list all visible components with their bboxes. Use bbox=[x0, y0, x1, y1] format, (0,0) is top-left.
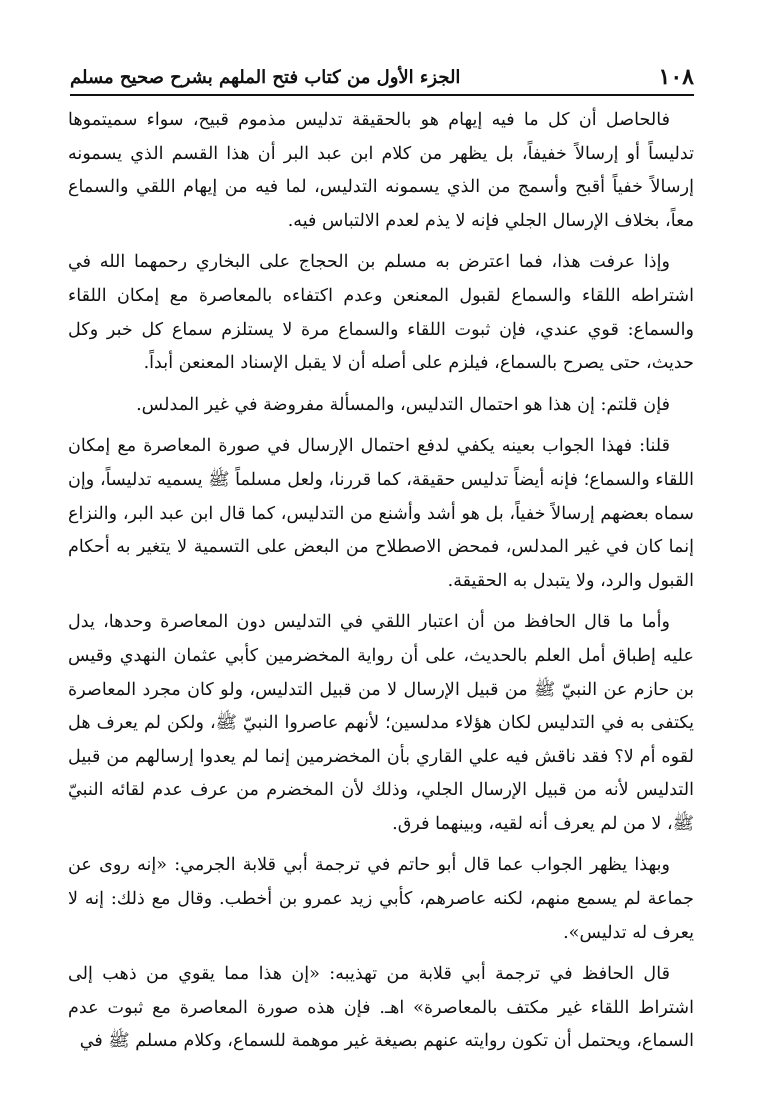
paragraph-6: وبهذا يظهر الجواب عما قال أبو حاتم في ترجمة أبي قلابة الجرمي: «إنه روى عن جماعة لم يسمع منهم، لكنه عاصرهم، كأبي زيد عمرو بن أخطب. وقال مع ذلك: إنه لا يعرف له تدليس». bbox=[68, 855, 694, 943]
paragraph-3: فإن قلتم: إن هذا هو احتمال التدليس، والمسألة مفروضة في غير المدلس. bbox=[136, 394, 670, 415]
paragraph-5: وأما ما قال الحافظ من أن اعتبار اللقي في التدليس دون المعاصرة وحدها، يدل عليه إطباق أمل العلم بالحديث، على أن رواية المخضرمين كأبي عثمان النهدي وقيس بن حازم عن النبيّ ﷺ من قبيل الإرسال لا من قبيل التدليس، ولو كان مجرد المعاصرة يكتفى به في التدليس لكان هؤلاء مدلسين؛ لأنهم عاصروا النبيّ ﷺ، ولكن لم يعرف هل لقوه أم لا؟ فقد ناقش فيه علي القاري بأن المخضرمين إنما لم يعدوا إرسالهم من قبيل التدليس لأنه من قبيل الإرسال الجلي، وذلك لأن المخضرم من عرف عدم لقائه النبيّ ﷺ، لا من لم يعرف أنه لقيه، وبينهما فرق. bbox=[68, 612, 694, 834]
paragraph-1: فالحاصل أن كل ما فيه إيهام هو بالحقيقة تدليس مذموم قبيح، سواء سميتموها تدليساً أو إرسالاً خفيفاً، بل يظهر من كلام ابن عبد البر أن هذا القسم الذي يسمونه إرسالاً خفياً أقبح وأسمج من الذي يسمونه التدليس، لما فيه من إيهام اللقي والسماع معاً، بخلاف الإرسال الجلي فإنه لا يذم لعدم الالتباس فيه. bbox=[68, 110, 694, 231]
running-header bbox=[70, 60, 694, 96]
page-number: ١٠٨ bbox=[658, 64, 694, 90]
paragraph-4: قلنا: فهذا الجواب بعينه يكفي لدفع احتمال الإرسال في صورة المعاصرة مع إمكان اللقاء والسماع؛ فإنه أيضاً تدليس حقيقة، كما قررنا، ولعل مسلماً ﷺ يسميه تدليساً، وإن سماه بعضهم إرسالاً خفياً، بل هو أشد وأشنع من التدليس، كما قال ابن عبد البر، والنزاع إنما كان في غير المدلس، فمحض الاصطلاح من البعض على التسمية لا يتغير به أحكام القبول والرد، ولا يتبدل به الحقيقة. bbox=[68, 436, 694, 591]
body-text bbox=[68, 104, 694, 1101]
paragraph-2: وإذا عرفت هذا، فما اعترض به مسلم بن الحجاج على البخاري رحمهما الله في اشتراطه اللقاء والسماع لقبول المعنعن وعدم اكتفاءه بالمعاصرة مع إمكان اللقاء والسماع: قوي عندي، فإن ثبوت اللقاء والسماع مرة لا يستلزم سماع كل خبر وكل حديث، حتى يصرح بالسماع، فيلزم على أصله أن لا يقبل الإسناد المعنعن أبداً. bbox=[68, 252, 694, 374]
running-title: الجزء الأول من كتاب فتح الملهم بشرح صحيح مسلم bbox=[70, 66, 461, 88]
paragraph-7: قال الحافظ في ترجمة أبي قلابة من تهذيبه: «إن هذا مما يقوي من ذهب إلى اشتراط اللقاء غير مكتف بالمعاصرة» اهـ. فإن هذه صورة المعاصرة مع ثبوت عدم السماع، ويحتمل أن تكون روايته عنهم بصيغة غير موهمة للسماع، وكلام مسلم ﷺ في bbox=[68, 964, 694, 1052]
